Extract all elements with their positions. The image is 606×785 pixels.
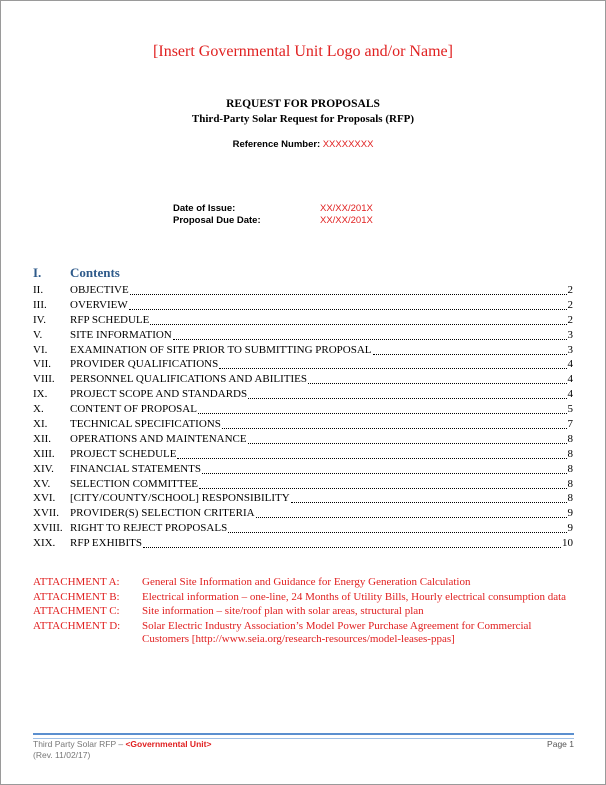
toc-entry-number: XIX. <box>33 537 56 550</box>
toc-dot-leader <box>256 507 567 518</box>
toc-dot-leader <box>248 433 567 444</box>
attachment-label: ATTACHMENT B: <box>33 590 120 603</box>
due-date-value: XX/XX/201X <box>320 215 373 226</box>
toc-entry-page: 10 <box>562 537 573 550</box>
toc-entry[interactable] <box>33 298 573 313</box>
toc-entry-page: 3 <box>567 343 573 356</box>
toc-entry-number: XIV. <box>33 462 54 475</box>
toc-entry-page: 8 <box>567 477 573 490</box>
toc-entry-title: SELECTION COMMITTEE <box>70 477 199 490</box>
toc-entry-title: PROVIDER QUALIFICATIONS <box>70 358 219 371</box>
toc-entry-title: RFP EXHIBITS <box>70 537 143 550</box>
attachment-description: Electrical information – one-line, 24 Months of Utility Bills, Hourly electrical consumption data <box>142 590 567 603</box>
attachments-list <box>33 576 578 648</box>
document-subtitle: Third-Party Solar Request for Proposals (RFP) <box>191 113 415 125</box>
toc-entry-number: IV. <box>33 313 46 326</box>
toc-entry-page: 8 <box>567 432 573 445</box>
toc-entry[interactable] <box>33 432 573 447</box>
toc-entry-page: 4 <box>567 358 573 371</box>
toc-entry-page: 2 <box>567 298 573 311</box>
toc-entry[interactable] <box>33 328 573 343</box>
toc-entry[interactable] <box>33 313 573 328</box>
toc-entry-page: 9 <box>567 522 573 535</box>
attachment-description: Solar Electric Industry Association’s Model Power Purchase Agreement for Commercial Customers [http://www.seia.org/research-resources/model-leases-ppas] <box>142 619 532 645</box>
toc-entry-title: SITE INFORMATION <box>70 328 172 341</box>
toc-entry-page: 7 <box>567 418 573 431</box>
toc-entry-title: PROVIDER(S) SELECTION CRITERIA <box>70 507 255 520</box>
toc-dot-leader <box>222 418 567 429</box>
toc-dot-leader <box>199 478 566 489</box>
toc-entry[interactable] <box>33 447 573 462</box>
toc-entry[interactable] <box>33 387 573 402</box>
toc-entry[interactable] <box>33 417 573 432</box>
toc-entry-page: 3 <box>567 328 573 341</box>
due-date-label: Proposal Due Date: <box>173 215 261 226</box>
toc-entry[interactable] <box>33 283 573 298</box>
toc-entry-number: IX. <box>33 388 48 401</box>
toc-dot-leader <box>129 299 567 310</box>
toc-entry[interactable] <box>33 491 573 506</box>
toc-entry-page: 8 <box>567 492 573 505</box>
toc-dot-leader <box>202 463 566 474</box>
attachment-description: General Site Information and Guidance for Energy Generation Calculation <box>142 576 471 588</box>
toc-entry-number: II. <box>33 284 44 296</box>
toc-entry-page: 5 <box>567 403 573 416</box>
toc-entry-title: FINANCIAL STATEMENTS <box>70 462 202 475</box>
toc-entry-number: XVII. <box>33 507 59 520</box>
footer-unit-placeholder: <Governmental Unit> <box>125 739 212 749</box>
toc-entry-page: 2 <box>567 313 573 326</box>
issue-date-value: XX/XX/201X <box>320 203 373 214</box>
toc-entry-page: 4 <box>567 388 573 401</box>
toc-entry-page: 8 <box>567 447 573 460</box>
toc-entry-number: XI. <box>33 418 48 431</box>
toc-entry-title: [CITY/COUNTY/SCHOOL] RESPONSIBILITY <box>70 492 290 505</box>
toc-entry[interactable] <box>33 343 573 358</box>
toc-entry-number: XV. <box>33 477 51 490</box>
toc-entry-page: 2 <box>567 284 573 296</box>
logo-placeholder: [Insert Governmental Unit Logo and/or Name] <box>153 43 453 60</box>
toc-entry[interactable] <box>33 477 573 492</box>
attachment-label: ATTACHMENT C: <box>33 605 120 617</box>
toc-entry[interactable] <box>33 521 573 536</box>
contents-number: I. <box>33 265 42 280</box>
attachment-description: Site information – site/roof plan with solar areas, structural plan <box>142 605 424 617</box>
toc-dot-leader <box>177 448 566 459</box>
footer-left <box>33 739 211 761</box>
toc-entry-number: VIII. <box>33 373 55 386</box>
reference-number <box>1 139 605 150</box>
toc-entry-title: PROJECT SCOPE AND STANDARDS <box>70 388 248 401</box>
toc-entry-number: XVIII. <box>33 522 63 535</box>
toc-dot-leader <box>198 403 567 414</box>
footer-revision: (Rev. 11/02/17) <box>33 750 91 760</box>
toc-entry-page: 8 <box>567 462 573 475</box>
reference-value: XXXXXXXX <box>322 139 374 150</box>
toc-dot-leader <box>373 344 567 355</box>
toc-entry[interactable] <box>33 506 573 521</box>
toc-dot-leader <box>291 492 567 503</box>
toc-entry-page: 9 <box>567 507 573 520</box>
toc-entry-title: OPERATIONS AND MAINTENANCE <box>70 432 247 445</box>
attachment-item <box>33 620 578 647</box>
contents-title: Contents <box>70 265 120 280</box>
toc-entry-title: RIGHT TO REJECT PROPOSALS <box>70 522 228 535</box>
toc-entry-title: OVERVIEW <box>70 298 128 311</box>
toc-entry-title: CONTENT OF PROPOSAL <box>70 403 197 416</box>
toc-entry[interactable] <box>33 536 573 551</box>
toc-entry[interactable] <box>33 462 573 477</box>
toc-entry[interactable] <box>33 357 573 372</box>
toc-entry-number: XVI. <box>33 492 56 505</box>
attachment-item <box>33 576 578 590</box>
toc-entry[interactable] <box>33 402 573 417</box>
toc-entry-title: PROJECT SCHEDULE <box>70 447 177 460</box>
table-of-contents <box>33 283 573 551</box>
footer-doc-title: Third Party Solar RFP – <box>33 739 124 749</box>
attachment-item <box>33 605 578 619</box>
toc-entry-number: XII. <box>33 432 52 445</box>
toc-entry-title: EXAMINATION OF SITE PRIOR TO SUBMITTING PROPOSAL <box>70 343 372 356</box>
toc-entry-number: VI. <box>33 343 48 356</box>
toc-entry-number: VII. <box>33 358 52 371</box>
toc-dot-leader <box>219 358 566 369</box>
toc-dot-leader <box>248 388 566 399</box>
contents-heading <box>33 265 120 281</box>
toc-entry-title: PERSONNEL QUALIFICATIONS AND ABILITIES <box>70 373 308 386</box>
attachment-label: ATTACHMENT A: <box>33 576 120 588</box>
issue-date-label: Date of Issue: <box>173 203 236 214</box>
attachment-label: ATTACHMENT D: <box>33 619 121 632</box>
toc-dot-leader <box>150 314 566 325</box>
footer-page-number: Page 1 <box>547 739 574 749</box>
toc-entry-title: OBJECTIVE <box>70 284 129 296</box>
toc-entry-number: X. <box>33 403 44 416</box>
toc-entry-number: XIII. <box>33 447 55 460</box>
toc-dot-leader <box>143 537 561 548</box>
toc-entry-number: V. <box>33 328 43 341</box>
toc-entry-number: III. <box>33 298 47 311</box>
toc-dot-leader <box>308 373 566 384</box>
toc-dot-leader <box>228 522 566 533</box>
attachment-item <box>33 591 578 605</box>
toc-dot-leader <box>130 284 567 295</box>
toc-dot-leader <box>173 329 567 340</box>
document-title: REQUEST FOR PROPOSALS <box>226 98 380 110</box>
reference-label: Reference Number: <box>232 139 321 150</box>
toc-entry[interactable] <box>33 372 573 387</box>
toc-entry-title: TECHNICAL SPECIFICATIONS <box>70 418 221 431</box>
toc-entry-title: RFP SCHEDULE <box>70 313 150 326</box>
toc-entry-page: 4 <box>567 373 573 386</box>
